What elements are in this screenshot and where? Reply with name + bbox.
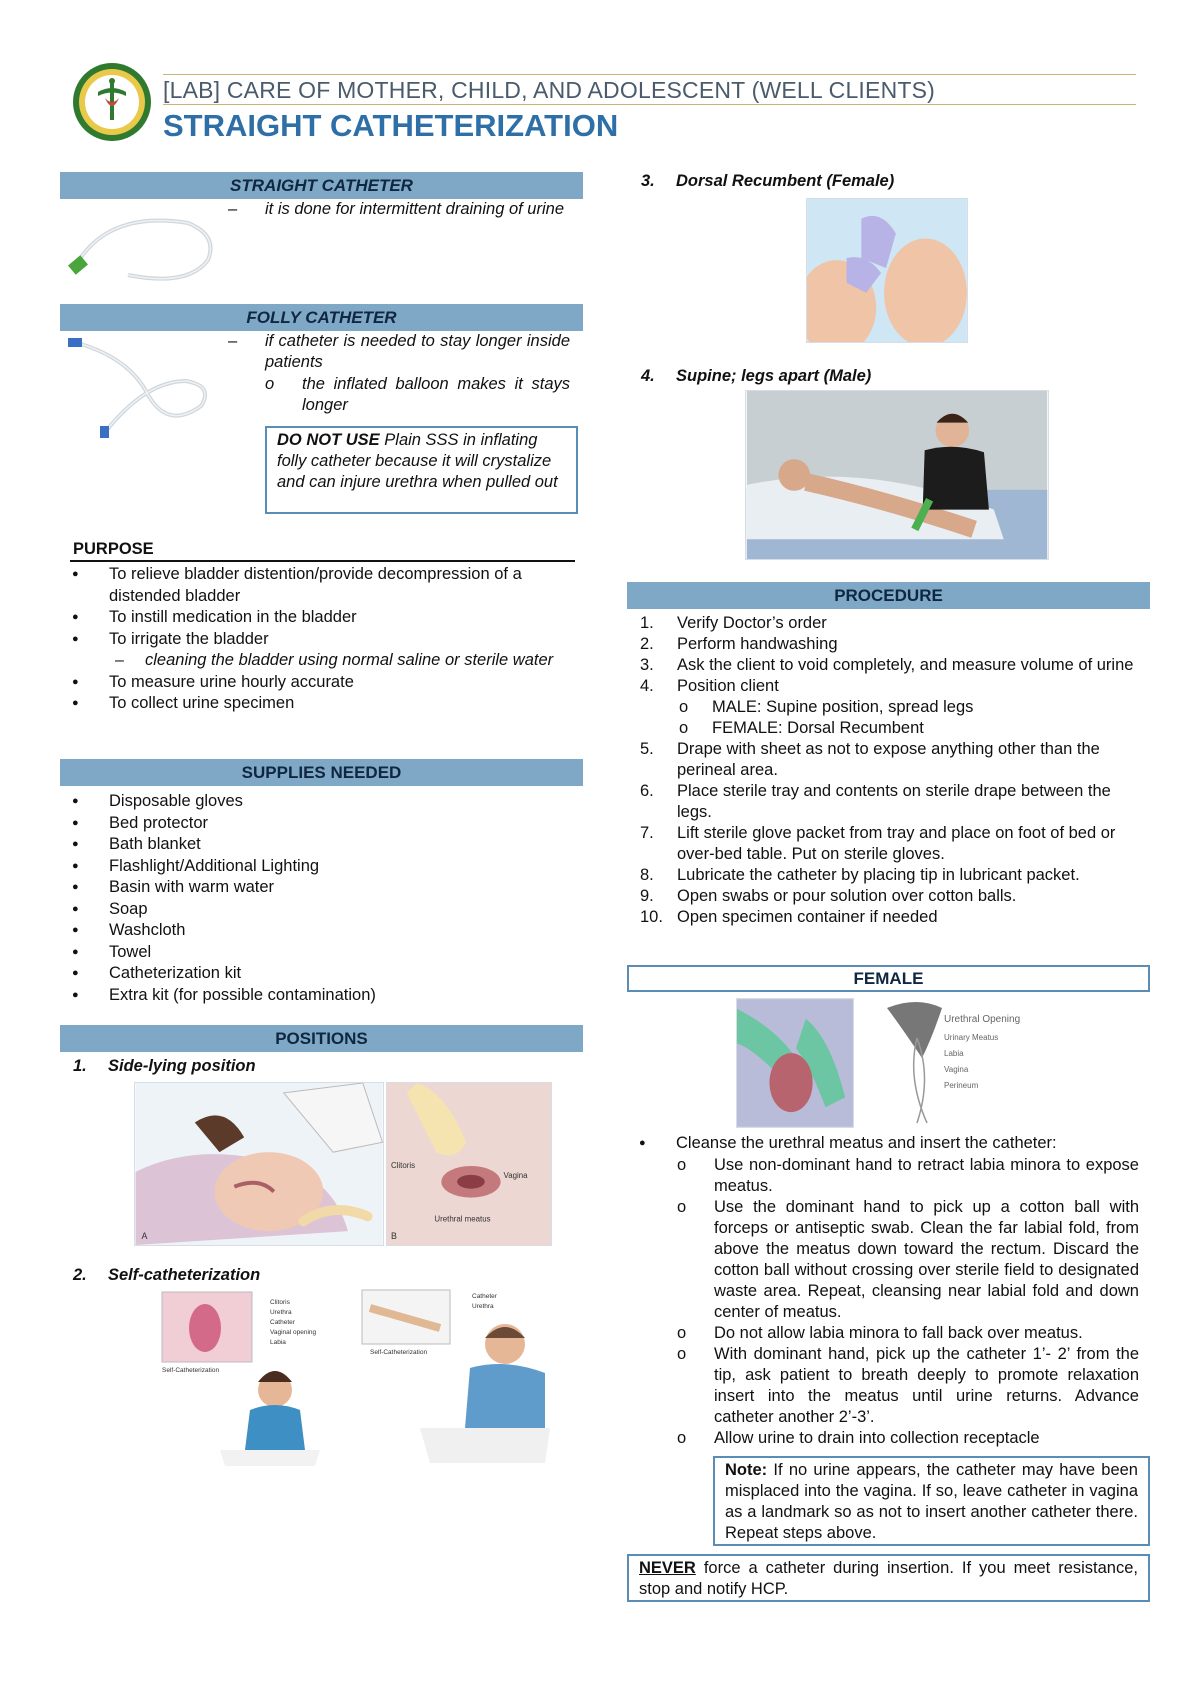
step-text: Verify Doctor’s order [677,614,827,632]
step-text: Place sterile tray and contents on sterile drape between the legs. [677,782,1111,821]
straight-catheter-dash: – [228,200,238,218]
step-text: Ask the client to void completely, and measure volume of urine [677,656,1134,674]
position-2-label [73,1266,260,1285]
position-1-number: 1. [73,1057,87,1075]
list-item: ● Catheterization kit [60,963,572,985]
procedure-step [627,781,1139,823]
sub-bullet: o [677,1156,687,1174]
straight-catheter-heading: STRAIGHT CATHETER [60,172,583,199]
list-item: ● Flashlight/Additional Lighting [60,856,572,878]
procedure-substep [627,718,1139,739]
female-perineum-photo [736,998,854,1128]
step-text: MALE: Supine position, spread legs [712,698,974,716]
step-number: 3. [640,656,654,674]
procedure-list [627,613,1139,928]
course-title: [LAB] CARE OF MOTHER, CHILD, AND ADOLESCENT (WELL CLIENTS) [163,77,936,103]
step-number: 10. [640,908,663,926]
fig-label-scm-urethra: Urethra [472,1303,494,1310]
female-sub-list [627,1155,1139,1449]
female-anatomy-diagram [872,998,1032,1130]
female-substep [627,1197,1139,1323]
side-lying-illustration-b [386,1082,552,1246]
position-4-number: 4. [641,367,655,385]
step-number: o [679,698,689,716]
straight-catheter-desc: it is done for intermittent draining of urine [265,200,564,218]
purpose-list [60,564,572,715]
procedure-heading: PROCEDURE [627,582,1150,609]
side-lying-illustration-a [134,1082,384,1246]
list-item: ● To relieve bladder distention/provide decompression of a distended bladder [60,564,572,607]
supine-male-photo [745,390,1049,560]
procedure-step [627,823,1139,865]
never-text [639,1558,1138,1600]
never-box [627,1554,1150,1602]
fig-label-urethral-opening: Urethral Opening [944,1014,1021,1025]
substep-text: With dominant hand, pick up the catheter 1’- 2’ from the tip, ask patient to breath deeply to promote relaxation insert into the meatus until urine returns. Advance catheter another 2’-3’. [714,1345,1139,1426]
substep-text: Allow urine to drain into collection receptacle [714,1429,1040,1447]
folly-catheter-desc: if catheter is needed to stay longer inside patients [265,332,570,371]
note-rest: If no urine appears, the catheter may have been misplaced into the vagina. If so, leave catheter in vagina as a landmark so as not to insert another catheter there. Repeat steps above. [725,1461,1138,1542]
list-item: ● To irrigate the bladder [60,629,572,651]
list-item: ● To collect urine specimen [60,693,572,715]
female-main-list [627,1133,1139,1155]
step-number: 9. [640,887,654,905]
step-number: o [679,719,689,737]
dorsal-recumbent-photo [806,198,968,343]
substep-text: Use the dominant hand to pick up a cotton ball with forceps or antiseptic swab. Clean the far labial fold, from above the meatus down toward the rectum. Discard the cotton ball without crossing over sterile field to designated waste area. Repeat, cleansing near labial fold and down center of meatus. [714,1198,1139,1321]
position-1-text: Side-lying position [108,1057,256,1075]
folly-catheter-sub-bullet: o [265,375,275,393]
step-number: 2. [640,635,654,653]
folly-catheter-image [66,336,216,442]
female-substep [627,1428,1139,1449]
folly-catheter-dash: – [228,332,238,350]
self-catheterization-female-illustration [160,1290,360,1466]
step-number: 6. [640,782,654,800]
sub-bullet: o [677,1198,687,1216]
position-1-label [73,1057,256,1076]
step-number: 8. [640,866,654,884]
purpose-heading: PURPOSE [73,540,154,558]
step-text: Lubricate the catheter by placing tip in lubricant packet. [677,866,1080,884]
step-number: 1. [640,614,654,632]
female-substep [627,1155,1139,1197]
step-text: Open specimen container if needed [677,908,938,926]
list-item: ● Soap [60,899,572,921]
fig-label-labia: Labia [944,1049,964,1058]
list-item: ● Bed protector [60,813,572,835]
list-item: ● Basin with warm water [60,877,572,899]
straight-catheter-image [68,205,218,291]
list-item: – cleaning the bladder using normal saline or sterile water [60,650,572,672]
list-item: ● To measure urine hourly accurate [60,672,572,694]
supplies-heading: SUPPLIES NEEDED [60,759,583,786]
procedure-step [627,739,1139,781]
step-number: 5. [640,740,654,758]
fig-label-sc-clitoris: Clitoris [270,1299,290,1306]
position-3-label [641,172,894,191]
procedure-step [627,907,1139,928]
fig-label-sc-labia: Labia [270,1339,286,1346]
substep-text: Use non-dominant hand to retract labia minora to expose meatus. [714,1156,1139,1195]
folly-warning-box [265,426,578,514]
note-box [713,1456,1150,1546]
sub-bullet: o [677,1324,687,1342]
position-2-text: Self-catheterization [108,1266,261,1284]
list-item: ● Extra kit (for possible contamination) [60,985,572,1007]
fig-label-anat-vagina: Vagina [944,1065,969,1074]
sub-bullet: o [677,1429,687,1447]
position-4-text: Supine; legs apart (Male) [676,367,872,385]
fig-label-sc-catheter: Catheter [270,1319,295,1326]
fig-label-a: A [141,1231,148,1242]
fig-label-scm-catheter: Catheter [472,1293,497,1300]
supplies-list [60,791,572,1006]
folly-warning-text [277,430,566,493]
fig-caption-sc-female: Self-Catheterization [162,1367,220,1374]
university-seal-logo [72,62,152,142]
fig-label-clitoris: Clitoris [390,1160,416,1170]
never-rest: force a catheter during insertion. If you meet resistance, stop and notify HCP. [639,1559,1138,1598]
fig-label-sc-vaginal-opening: Vaginal opening [270,1329,317,1336]
fig-label-b: B [390,1231,397,1242]
list-item: ● Towel [60,942,572,964]
step-text: Lift sterile glove packet from tray and place on foot of bed or over-bed table. Put on sterile gloves. [677,824,1116,863]
position-2-number: 2. [73,1266,87,1284]
fig-label-urinary-meatus: Urinary Meatus [944,1033,999,1042]
list-item: ● Bath blanket [60,834,572,856]
position-3-text: Dorsal Recumbent (Female) [676,172,895,190]
step-number: 4. [640,677,654,695]
note-bold: Note: [725,1461,768,1479]
female-heading: FEMALE [627,965,1150,992]
note-text [725,1460,1138,1544]
fig-label-sc-urethra: Urethra [270,1309,292,1316]
fig-label-perineum: Perineum [944,1081,979,1090]
folly-catheter-sub: the inflated balloon makes it stays longer [302,375,570,414]
procedure-step [627,865,1139,886]
female-substep [627,1323,1139,1344]
step-text: Drape with sheet as not to expose anything other than the perineal area. [677,740,1100,779]
procedure-step [627,886,1139,907]
position-4-label [641,367,871,386]
step-text: Perform handwashing [677,635,838,653]
substep-text: Do not allow labia minora to fall back over meatus. [714,1324,1083,1342]
folly-warning-rest: Plain SSS in inflating folly catheter because it will crystalize and can injure urethra when pulled out [277,431,558,491]
list-item: ● Washcloth [60,920,572,942]
fig-label-urethral-meatus: Urethral meatus [434,1214,491,1224]
folly-catheter-heading: FOLLY CATHETER [60,304,583,331]
procedure-step [627,613,1139,634]
never-bold: NEVER [639,1559,696,1577]
positions-heading: POSITIONS [60,1025,583,1052]
fig-caption-sc-male: Self-Catheterization [370,1349,428,1356]
step-number: 7. [640,824,654,842]
sub-bullet: o [677,1345,687,1363]
procedure-step [627,676,1139,697]
fig-label-vagina: Vagina [503,1170,528,1180]
list-item: ● Cleanse the urethral meatus and insert the catheter: [627,1133,1139,1155]
step-text: Open swabs or pour solution over cotton balls. [677,887,1017,905]
step-text: FEMALE: Dorsal Recumbent [712,719,924,737]
header-rule-bottom [163,104,1136,105]
header-rule-top [163,74,1136,75]
list-item: ● Disposable gloves [60,791,572,813]
step-text: Position client [677,677,779,695]
list-item: ● To instill medication in the bladder [60,607,572,629]
purpose-underline [70,560,575,562]
procedure-substep [627,697,1139,718]
position-3-number: 3. [641,172,655,190]
procedure-step [627,634,1139,655]
procedure-step [627,655,1139,676]
self-catheterization-male-illustration [360,1288,560,1466]
folly-warning-bold: DO NOT USE [277,431,380,449]
page-title: STRAIGHT CATHETERIZATION [163,108,619,143]
female-substep [627,1344,1139,1428]
